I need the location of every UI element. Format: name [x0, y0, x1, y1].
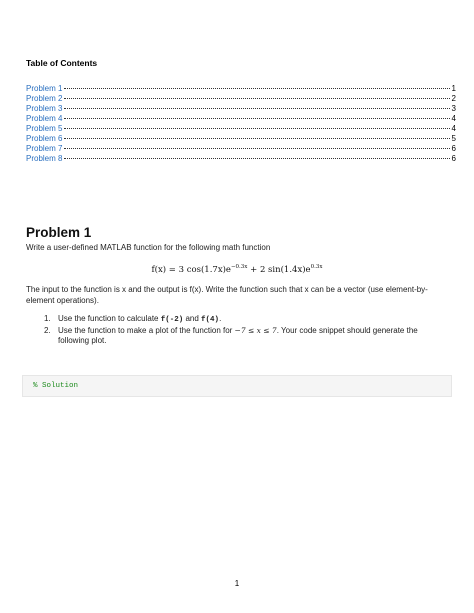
table-of-contents [26, 84, 456, 164]
step-text: Use the function to make a plot of the function for [58, 325, 235, 335]
toc-entry-link[interactable]: Problem 3 [26, 104, 63, 113]
problem-title: Problem 1 [26, 225, 92, 240]
list-text [58, 326, 444, 347]
toc-leader-dots [64, 108, 449, 109]
toc-entry[interactable] [26, 144, 456, 154]
toc-entry[interactable] [26, 124, 456, 134]
toc-entry-link[interactable]: Problem 7 [26, 144, 63, 153]
steps-list [44, 314, 444, 347]
toc-entry-link[interactable]: Problem 4 [26, 114, 63, 123]
problem-intro: Write a user-defined MATLAB function for the following math function [26, 243, 271, 252]
toc-entry-link[interactable]: Problem 8 [26, 154, 63, 163]
toc-page-number: 4 [451, 114, 456, 123]
toc-entry[interactable] [26, 134, 456, 144]
step-text: and [183, 314, 202, 323]
toc-entry[interactable] [26, 104, 456, 114]
toc-page-number: 2 [451, 94, 456, 103]
toc-leader-dots [64, 148, 449, 149]
toc-entry[interactable] [26, 154, 456, 164]
list-text [58, 314, 444, 326]
toc-leader-dots [64, 158, 449, 159]
page-number: 1 [234, 579, 240, 588]
code-block[interactable] [22, 375, 452, 397]
list-number: 1. [44, 314, 51, 323]
equation-mid: + 2 sin(1.4x)e [247, 264, 311, 275]
step-text: . [219, 314, 222, 323]
toc-page-number: 5 [451, 134, 456, 143]
toc-leader-dots [64, 138, 449, 139]
math-equation [0, 264, 474, 275]
toc-entry-link[interactable]: Problem 5 [26, 124, 63, 133]
toc-leader-dots [64, 118, 449, 119]
toc-page-number: 6 [451, 144, 456, 153]
toc-heading: Table of Contents [26, 58, 98, 68]
toc-entry[interactable] [26, 114, 456, 124]
list-number: 2. [44, 325, 51, 335]
step-text: Use the function to calculate [58, 314, 161, 323]
inline-code: f(4) [201, 316, 220, 324]
toc-page-number: 1 [451, 84, 456, 93]
toc-page-number: 6 [451, 154, 456, 163]
toc-leader-dots [64, 98, 449, 99]
equation-lhs: f(x) = 3 cos(1.7x)e [151, 264, 231, 275]
inline-code: f(-2) [160, 316, 184, 324]
toc-entry[interactable] [26, 94, 456, 104]
list-item [44, 314, 444, 326]
code-comment[interactable]: % Solution [33, 382, 79, 390]
toc-page-number: 3 [451, 104, 456, 113]
toc-leader-dots [64, 128, 449, 129]
step-text: . Your code snippet should generate the following plot. [58, 325, 418, 345]
inline-math: −7 ≤ x ≤ 7 [234, 325, 277, 335]
toc-page-number: 4 [451, 124, 456, 133]
toc-entry[interactable] [26, 84, 456, 94]
equation-exponent-1: −0.3x [230, 264, 248, 270]
toc-entry-link[interactable]: Problem 2 [26, 94, 63, 103]
toc-entry-link[interactable]: Problem 6 [26, 134, 63, 143]
equation-exponent-2: 0.3x [310, 264, 323, 270]
list-item [44, 326, 444, 347]
toc-entry-link[interactable]: Problem 1 [26, 84, 63, 93]
problem-description: The input to the function is x and the output is f(x). Write the function such that x can be a vector (use element-by-element operations). [26, 285, 428, 305]
toc-leader-dots [64, 88, 449, 89]
